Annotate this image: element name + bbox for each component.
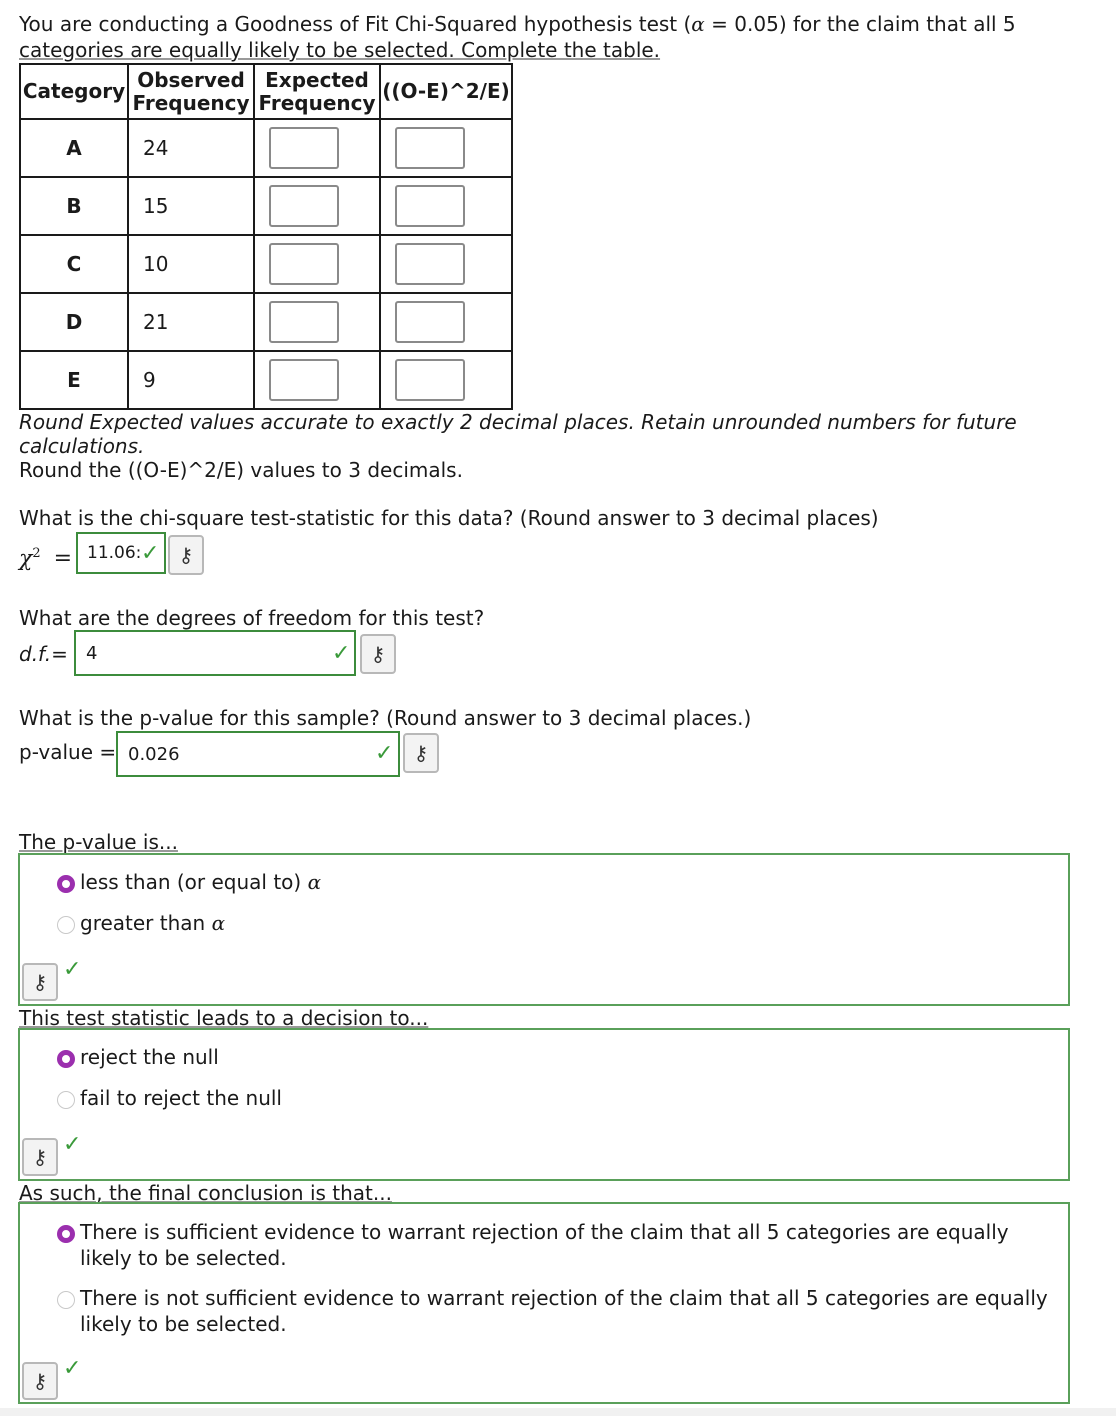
check-icon: ✓ — [63, 957, 82, 982]
header-expected — [254, 64, 380, 119]
observed-cell: 15 — [128, 177, 254, 235]
question-line1: You are conducting a Goodness of Fit Chi-Squared hypothesis test ( — [19, 12, 692, 36]
round-expected-instruction: Round Expected values accurate to exactly 2 decimal places. Retain unrounded numbers for future — [19, 410, 1017, 434]
radio-reject[interactable] — [57, 1050, 75, 1068]
chi-input[interactable] — [395, 301, 465, 343]
question-line2: categories are equally likely to be selected. Complete the table. — [19, 38, 661, 62]
check-icon: ✓ — [141, 541, 160, 566]
equals-sign: = — [53, 546, 73, 572]
decision-prompt: This test statistic leads to a decision to... — [19, 1006, 429, 1030]
option-fail-to-reject[interactable]: fail to reject the null — [80, 1086, 282, 1110]
pvalue-compare-prompt: The p-value is... — [19, 830, 178, 854]
option-greater-than-text: greater than — [80, 911, 212, 935]
df-value: 4 — [86, 642, 98, 664]
chi-input[interactable] — [395, 185, 465, 227]
category-cell: E — [20, 351, 128, 409]
option-sufficient[interactable] — [80, 1219, 1009, 1271]
table-row — [20, 235, 512, 293]
category-cell: B — [20, 177, 128, 235]
category-cell: C — [20, 235, 128, 293]
key-icon[interactable]: ⚷ — [403, 733, 439, 773]
key-icon[interactable]: ⚷ — [360, 634, 396, 674]
check-icon: ✓ — [332, 641, 351, 666]
df-question: What are the degrees of freedom for this test? — [19, 606, 485, 630]
conclusion-prompt: As such, the final conclusion is that... — [19, 1181, 392, 1205]
chi-input[interactable] — [395, 359, 465, 401]
df-label-text: d.f.= — [19, 642, 68, 666]
option-not-sufficient-line1: There is not sufficient evidence to warrant rejection of the claim that all 5 categories are equally — [80, 1286, 1048, 1310]
question-line1-end: = 0.05) for the claim that all 5 — [704, 12, 1016, 36]
chi-input[interactable] — [395, 243, 465, 285]
chi-symbol: χ — [19, 546, 33, 572]
alpha-symbol: α — [211, 911, 226, 935]
chi-input[interactable] — [395, 127, 465, 169]
expected-input[interactable] — [269, 185, 339, 227]
question-text — [19, 12, 1016, 36]
key-icon[interactable]: ⚷ — [168, 535, 204, 575]
frequency-table — [19, 63, 513, 410]
radio-fail-to-reject[interactable] — [57, 1091, 75, 1109]
header-observed — [128, 64, 254, 119]
category-cell: A — [20, 119, 128, 177]
header-observed-line2: Frequency — [132, 90, 250, 115]
table-header-row — [20, 64, 512, 119]
option-not-sufficient[interactable] — [80, 1285, 1048, 1337]
table-row — [20, 351, 512, 409]
option-sufficient-line1: There is sufficient evidence to warrant rejection of the claim that all 5 categories are equally — [80, 1220, 1009, 1244]
table-row — [20, 177, 512, 235]
pvalue-input[interactable] — [116, 731, 400, 777]
round-chi-instruction: Round the ((O-E)^2/E) values to 3 decimals. — [19, 458, 463, 482]
round-expected-instruction-cont: calculations. — [19, 434, 145, 458]
chi-superscript: 2 — [32, 546, 41, 561]
check-icon: ✓ — [63, 1132, 82, 1157]
test-stat-value: 11.06: — [87, 543, 142, 563]
option-reject[interactable]: reject the null — [80, 1045, 219, 1069]
header-category: Category — [20, 64, 128, 119]
pvalue-question: What is the p-value for this sample? (Round answer to 3 decimal places.) — [19, 706, 752, 730]
option-greater-than[interactable] — [80, 910, 225, 936]
alpha-symbol: α — [691, 12, 705, 36]
test-stat-question: What is the chi-square test-statistic for this data? (Round answer to 3 decimal places) — [19, 506, 879, 530]
bottom-scroll-edge — [0, 1408, 1116, 1416]
header-expected-line2: Frequency — [258, 90, 376, 115]
observed-cell: 24 — [128, 119, 254, 177]
header-chi: ((O-E)^2/E) — [380, 64, 512, 119]
option-less-than[interactable] — [80, 869, 321, 895]
observed-cell: 9 — [128, 351, 254, 409]
key-icon[interactable]: ⚷ — [22, 963, 58, 1001]
option-not-sufficient-line2: likely to be selected. — [80, 1312, 287, 1336]
expected-input[interactable] — [269, 243, 339, 285]
expected-input[interactable] — [269, 359, 339, 401]
observed-cell: 21 — [128, 293, 254, 351]
expected-input[interactable] — [269, 127, 339, 169]
df-input[interactable] — [74, 630, 356, 676]
radio-greater-than[interactable] — [57, 916, 75, 934]
option-less-than-text: less than (or equal to) — [80, 870, 308, 894]
key-icon[interactable]: ⚷ — [22, 1362, 58, 1400]
key-icon[interactable]: ⚷ — [22, 1138, 58, 1176]
option-sufficient-line2: likely to be selected. — [80, 1246, 287, 1270]
radio-not-sufficient[interactable] — [57, 1291, 75, 1309]
radio-less-than[interactable] — [57, 875, 75, 893]
check-icon: ✓ — [375, 741, 394, 766]
observed-cell: 10 — [128, 235, 254, 293]
header-expected-line1: Expected — [265, 67, 369, 92]
pvalue-label: p-value = — [19, 740, 117, 764]
expected-input[interactable] — [269, 301, 339, 343]
category-cell: D — [20, 293, 128, 351]
chi-square-label — [19, 542, 72, 571]
df-label — [19, 642, 68, 666]
table-row — [20, 293, 512, 351]
alpha-symbol: α — [307, 870, 322, 894]
radio-sufficient[interactable] — [57, 1225, 75, 1243]
pvalue-value: 0.026 — [128, 743, 180, 765]
header-observed-line1: Observed — [137, 67, 245, 92]
table-row — [20, 119, 512, 177]
check-icon: ✓ — [63, 1356, 82, 1381]
